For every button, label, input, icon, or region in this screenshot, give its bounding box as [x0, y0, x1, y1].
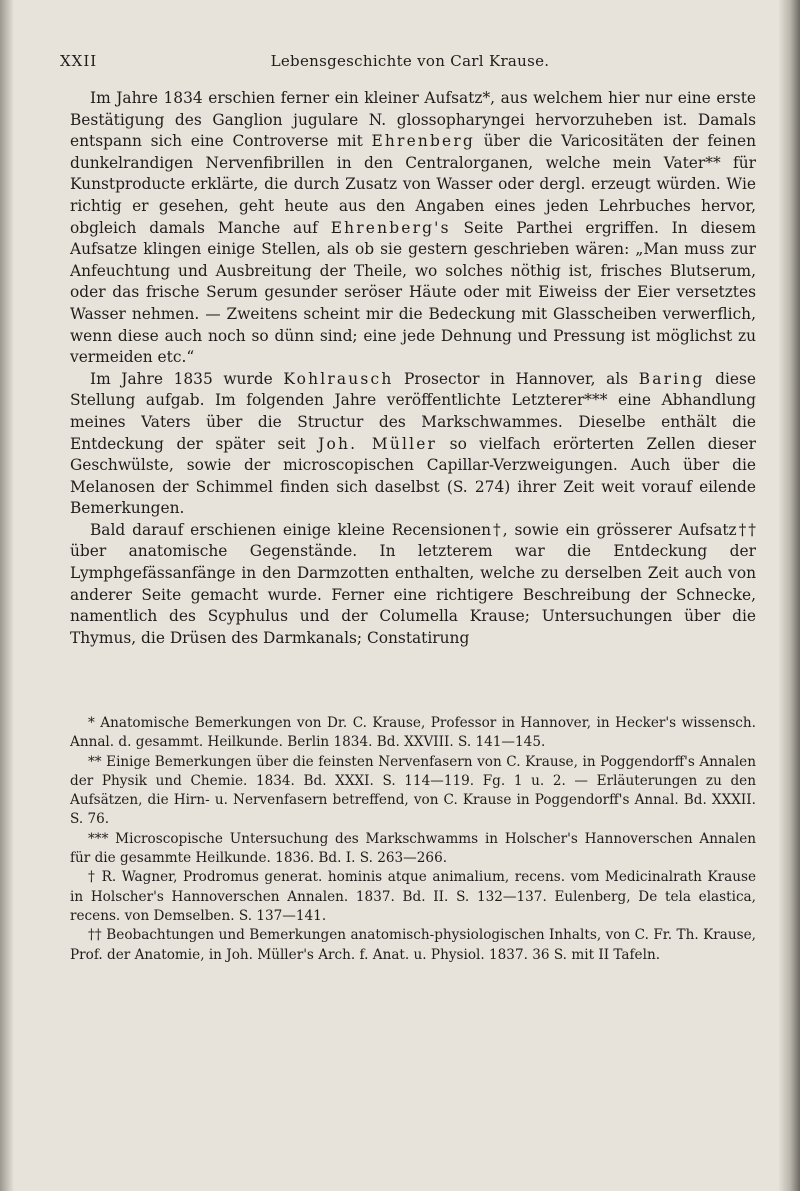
- text-run: Im Jahre 1834 erschien ferner ein kleiner Aufsatz*, aus welchem hier nur eine erste Bestätigung des Ganglion jugulare N. glossopharyngei hervorzuheben ist. Damals entspann sich eine Controverse mit: [70, 89, 756, 151]
- body-paragraph: [70, 520, 756, 650]
- body-paragraph: [70, 369, 756, 520]
- footnote: * Anatomische Bemerkungen von Dr. C. Krause, Professor in Hannover, in Hecker's wissensch. Annal. d. gesammt. Heilkunde. Berlin 1834. Bd. XXVIII. S. 141—145.: [70, 715, 756, 751]
- text-run: Im Jahre 1835 wurde: [90, 369, 284, 388]
- text-run: diese Stellung aufgab. Im folgenden Jahre veröffentlichte Letzterer*** eine Abhandlung meines Vaters über die Structur des Markschwammes. Dieselbe enthält die Entdeckung der später seit: [70, 369, 756, 453]
- text-run: Seite Parthei ergriffen. In diesem Aufsatze klingen einige Stellen, als ob sie gestern geschrieben wären: „Man muss zur Anfeuchtung und Ausbreitung der Theile, wo solches nöthig ist, frisches Blutserum, oder das frische Serum gesunder seröser Häute oder mit Eiweiss der Eier versetztes Wasser nehmen. — Zweitens scheint mir die Bedeckung mit Glasscheiben verwerflich, wenn diese auch noch so dünn sind; eine jede Dehnung und Pressung ist möglichst zu vermeiden etc.“: [70, 218, 756, 367]
- body-paragraph: [70, 88, 756, 369]
- footnote: *** Microscopische Untersuchung des Markschwamms in Holscher's Hannoverschen Annalen für die gesammte Heilkunde. 1836. Bd. I. S. 263—266.: [70, 830, 756, 867]
- spaced-name: Ehrenberg's: [330, 218, 451, 237]
- page-header: [60, 52, 760, 78]
- footnote: † R. Wagner, Prodromus generat. hominis atque animalium, recens. vom Medicinalrath Krause in Holscher's Hannoverschen Annalen. 1837. Bd. II. S. 132—137. Eulenberg, De tela elastica, recens. von Demselben. S. 137—141.: [70, 869, 756, 924]
- text-run: Prosector in Hannover, als: [393, 369, 639, 388]
- body-text: [70, 88, 756, 649]
- text-run: über die Varicositäten der feinen dunkelrandigen Nervenfibrillen in den Centralorganen, welche mein Vater** für Kunstproducte erklärte, die durch Zusatz von Wasser oder dergl. erzeugt würden. Wie richtig er gesehen, geht heute aus den Angaben eines jeden Lehrbuches hervor, obgleich damals Manche auf: [70, 132, 756, 237]
- page-gutter-left: [0, 0, 14, 1191]
- text-run: so vielfach erörterten Zellen dieser Geschwülste, sowie der microscopischen Capillar-Verzweigungen. Auch über die Melanosen der Schimmel finden sich daselbst (S. 274) ihrer Zeit weit vorauf eilende Bemerkungen.: [70, 434, 756, 518]
- text-run: Bald darauf erschienen einige kleine Recensionen†, sowie ein grösserer Aufsatz†† über anatomische Gegenstände. In letzterem war die Entdeckung der Lymphgefässanfänge in den Darmzotten enthalten, welche zu derselben Zeit auch von anderer Seite gemacht wurde. Ferner eine richtigere Beschreibung der Schnecke, namentlich des Scyphulus und der Columella Krause; Untersuchungen über die Thymus, die Drüsen des Darmkanals; Constatirung: [70, 520, 756, 647]
- footnote: ** Einige Bemerkungen über die feinsten Nervenfasern von C. Krause, in Poggendorff's Annalen der Physik und Chemie. 1834. Bd. XXXI. S. 114—119. Fg. 1 u. 2. — Erläuterungen zu den Aufsätzen, die Hirn- u. Nervenfasern betreffend, von C. Krause in Poggendorff's Annal. Bd. XXXII. S. 76.: [70, 753, 756, 828]
- spaced-name: Kohlrausch: [283, 369, 394, 388]
- footnotes: [70, 714, 756, 965]
- footnote: †† Beobachtungen und Bemerkungen anatomisch-physiologischen Inhalts, von C. Fr. Th. Krause, Prof. der Anatomie, in Joh. Müller's Arch. f. Anat. u. Physiol. 1837. 36 S. mit II Tafeln.: [70, 927, 756, 963]
- page-number: XXII: [60, 52, 98, 70]
- spaced-name: Ehrenberg: [371, 132, 475, 151]
- running-title: Lebensgeschichte von Carl Krause.: [270, 52, 550, 70]
- spaced-name: Joh. Müller: [318, 434, 438, 453]
- page-edge-right: [778, 0, 800, 1191]
- spaced-name: Baring: [638, 369, 705, 388]
